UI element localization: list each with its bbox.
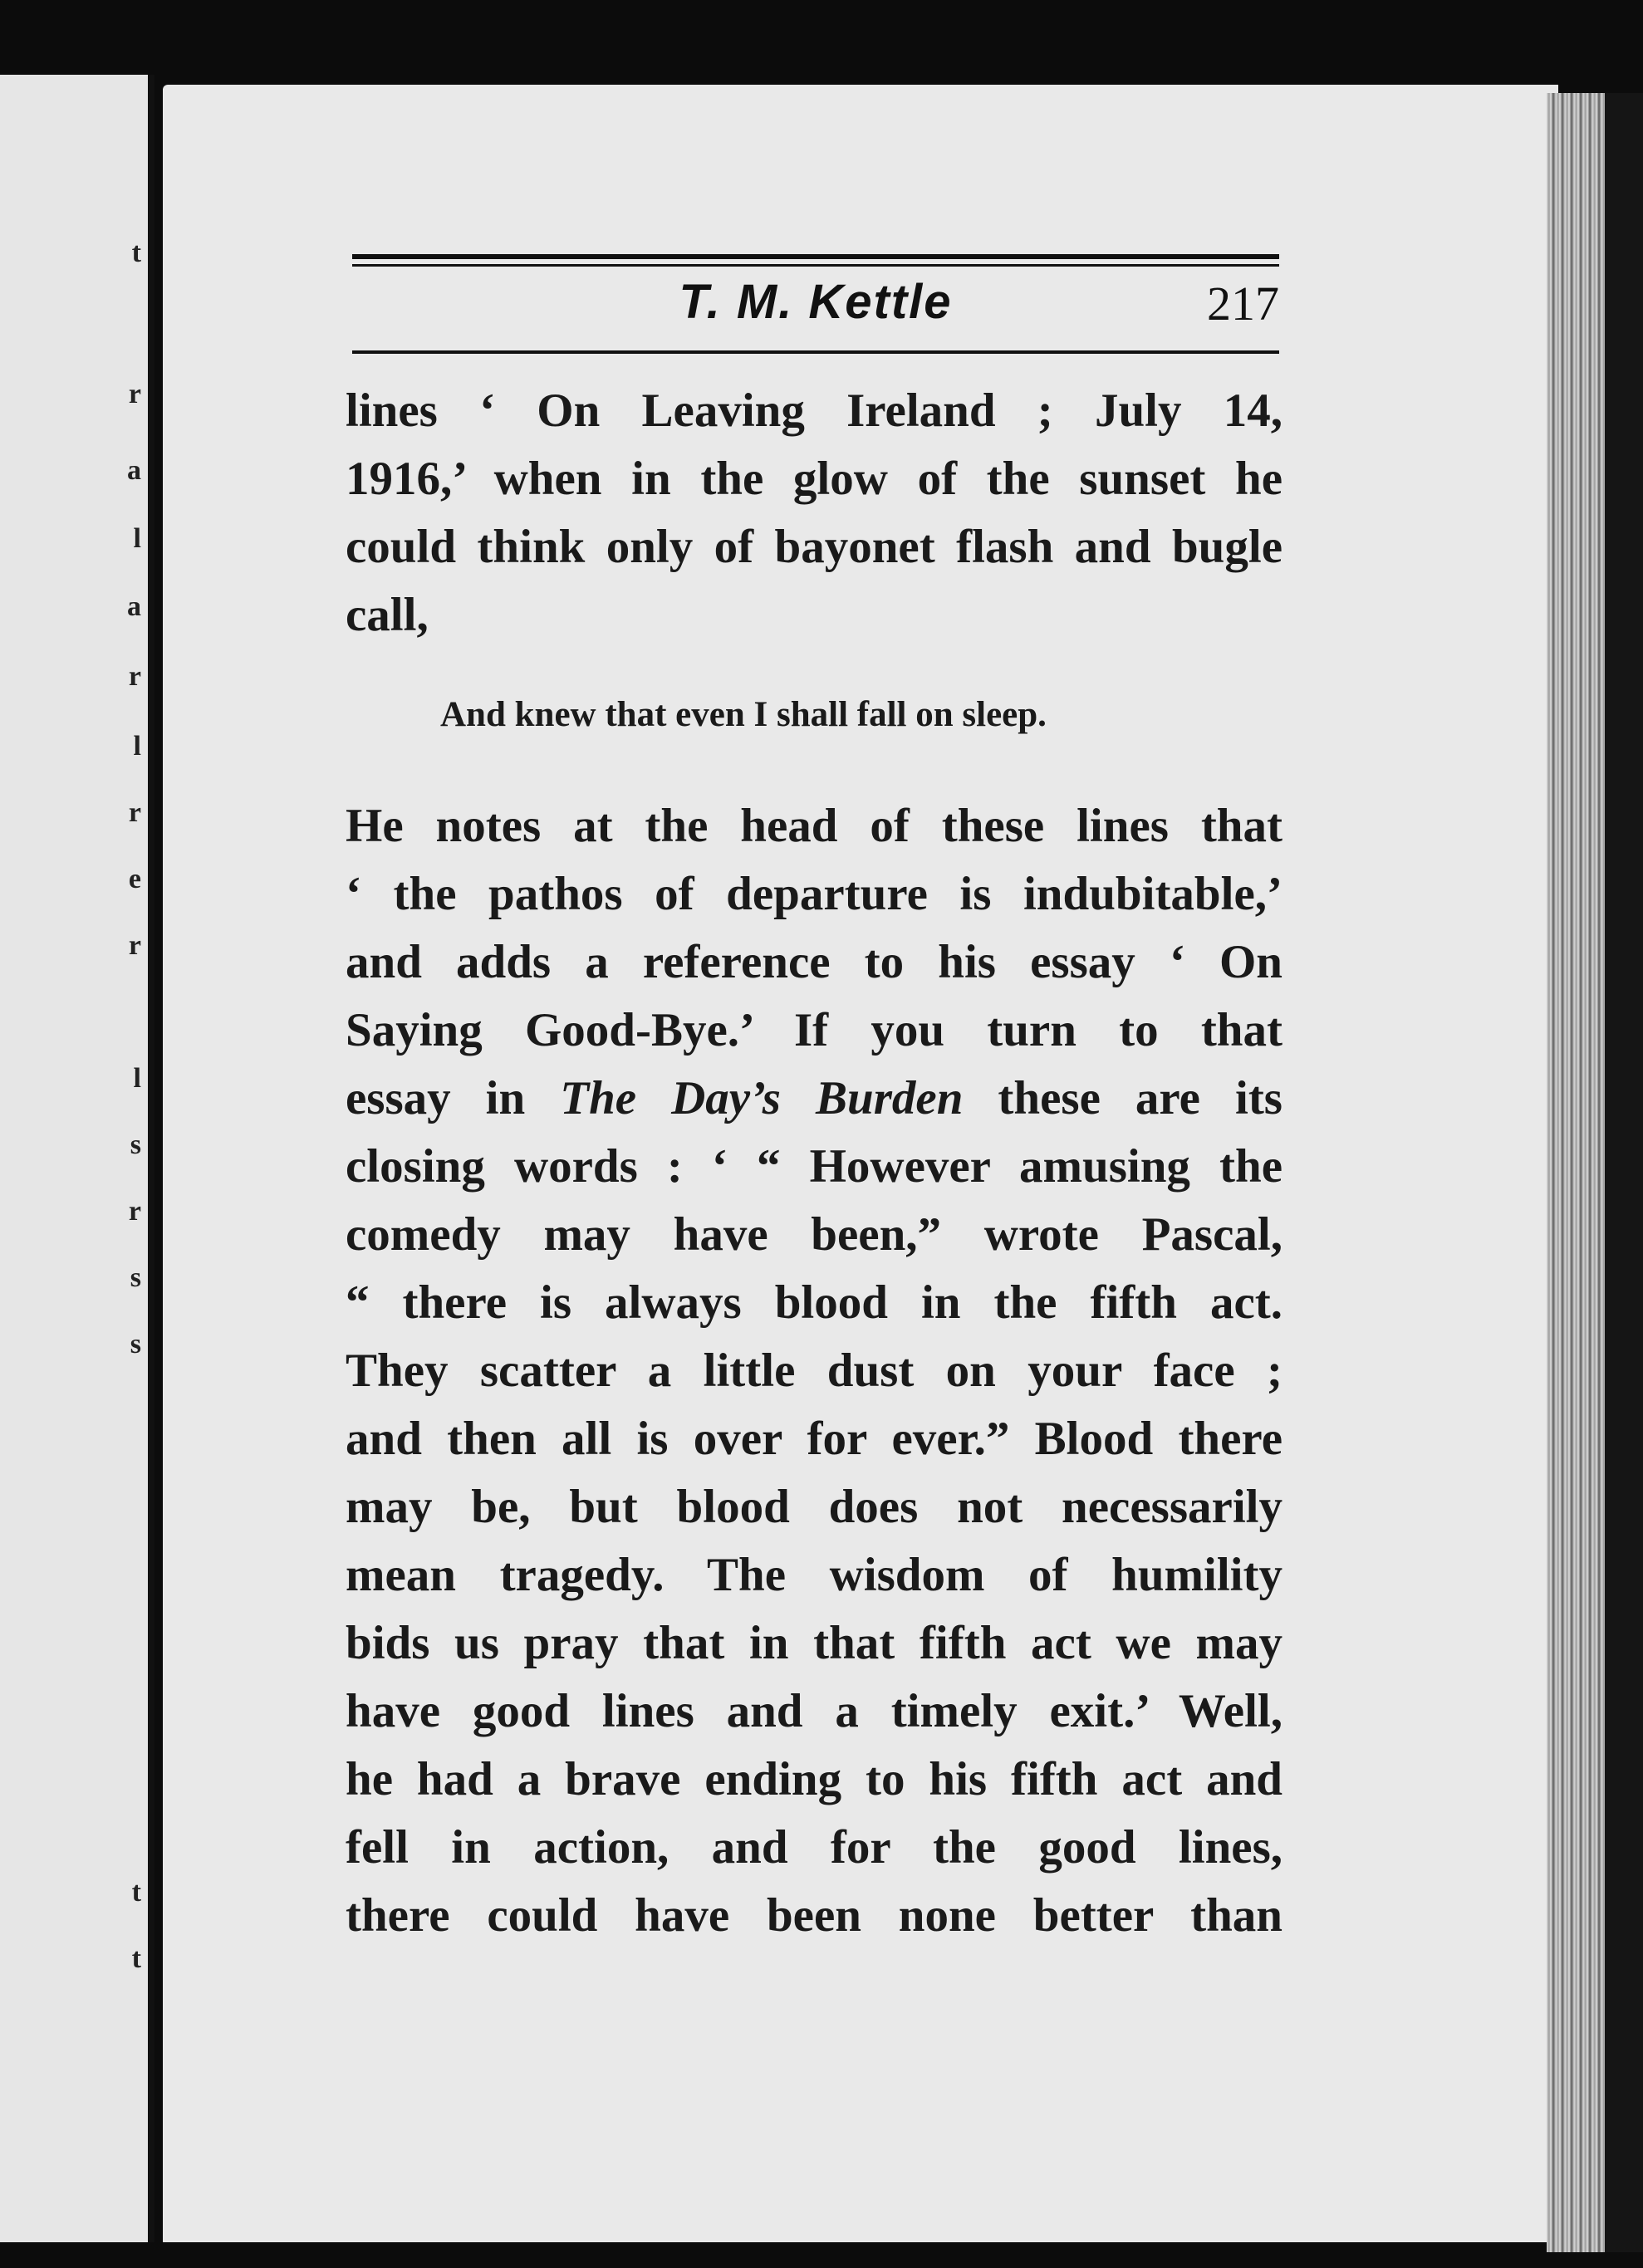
running-head: T. M. Kettle <box>679 275 953 329</box>
book-title: The Day’s Burden <box>560 1072 964 1124</box>
text-line: and then all is over for ever.” Blood there <box>346 1413 1283 1465</box>
text-line: ‘ the pathos of departure is indubitable,’ <box>346 868 1283 920</box>
left-page-fragment: s <box>130 1262 141 1293</box>
text-line: have good lines and a timely exit.’ Well, <box>346 1685 1283 1737</box>
left-page-fragment: s <box>130 1129 141 1160</box>
left-page-fragment: r <box>128 930 141 961</box>
left-page-fragment: a <box>127 455 141 486</box>
text-line: “ there is always blood in the fifth act. <box>346 1276 1283 1329</box>
header-rule-bottom <box>352 350 1279 354</box>
left-page-fragment: r <box>128 797 141 828</box>
page-block-edge <box>1547 93 1643 2252</box>
verse-quotation: And knew that even I shall fall on sleep. <box>440 695 1047 734</box>
left-page-fragment: t <box>131 1877 141 1908</box>
left-page-fragment: a <box>127 591 141 622</box>
left-facing-page <box>0 75 154 2242</box>
left-page-fragment: s <box>130 1329 141 1359</box>
page-edge-shadow <box>1605 93 1643 2252</box>
text-line: They scatter a little dust on your face ; <box>346 1345 1283 1397</box>
left-page-fragment: e <box>128 864 141 894</box>
text-line: may be, but blood does not necessarily <box>346 1481 1283 1533</box>
left-page-fragment: r <box>128 1196 141 1227</box>
text-line: and adds a reference to his essay ‘ On <box>346 936 1283 988</box>
text-line: lines ‘ On Leaving Ireland ; July 14, <box>346 385 1283 437</box>
text-line: Saying Good-Bye.’ If you turn to that <box>346 1004 1283 1056</box>
text-line: mean tragedy. The wisdom of humility <box>346 1549 1283 1601</box>
text-line: he had a brave ending to his fifth act and <box>346 1753 1283 1805</box>
text-run: essay in <box>346 1072 561 1124</box>
left-page-fragment: r <box>128 379 141 409</box>
paragraph-2 <box>346 792 1283 1950</box>
text-line: comedy may have been,” wrote Pascal, <box>346 1208 1283 1261</box>
left-page-fragment: l <box>133 523 141 554</box>
text-line: bids us pray that in that fifth act we may <box>346 1617 1283 1669</box>
left-page-fragment: t <box>131 238 141 268</box>
text-line: He notes at the head of these lines that <box>346 800 1283 852</box>
text-line: call, <box>346 589 429 641</box>
text-line <box>346 1065 1283 1133</box>
page-header <box>352 274 1279 340</box>
text-line: could think only of bayonet flash and bugle <box>346 521 1283 573</box>
text-line: fell in action, and for the good lines, <box>346 1821 1283 1874</box>
left-page-fragment: r <box>128 661 141 692</box>
paragraph-1 <box>346 377 1283 649</box>
header-rule-thin <box>352 264 1279 267</box>
left-page-fragment: t <box>131 1943 141 1974</box>
text-line: 1916,’ when in the glow of the sunset he <box>346 453 1283 505</box>
left-page-fragment: l <box>133 731 141 762</box>
text-line: closing words : ‘ “ However amusing the <box>346 1140 1283 1193</box>
text-run: these are its <box>963 1072 1283 1124</box>
text-line: there could have been none better than <box>346 1889 1283 1942</box>
page-number: 217 <box>1207 277 1279 331</box>
left-page-fragment: l <box>133 1063 141 1094</box>
header-rule-thick <box>352 254 1279 259</box>
